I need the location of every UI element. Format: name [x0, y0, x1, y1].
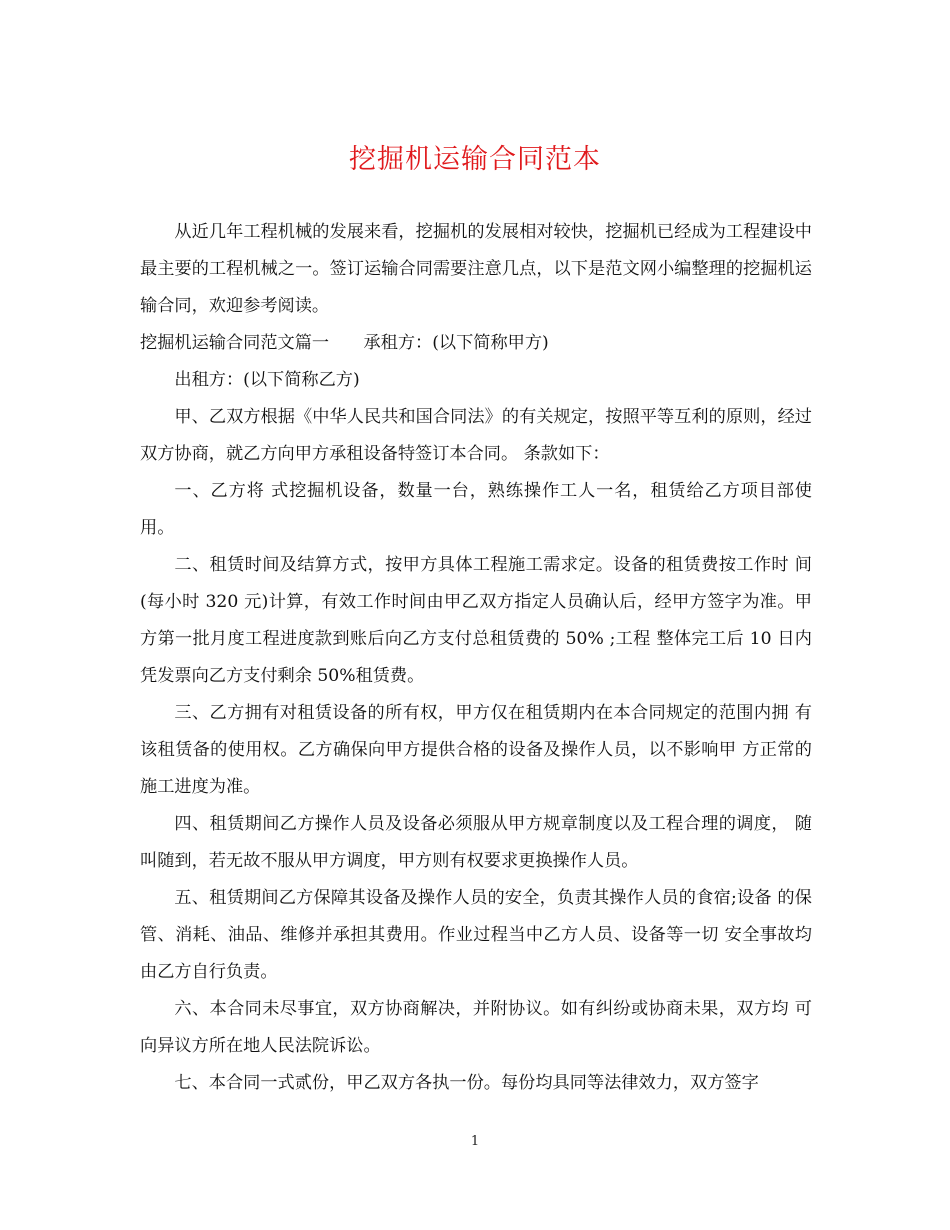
clause-1: 一、乙方将 式挖掘机设备，数量一台，熟练操作工人一名，租赁给乙方项目部使用。: [140, 481, 812, 538]
clause-7: 七、本合同一式贰份，甲乙双方各执一份。每份均具同等法律效力，双方签字: [174, 1073, 759, 1093]
clause-5: 五、租赁期间乙方保障其设备及操作人员的安全，负责其操作人员的食宿;设备 的保管、消耗、油品、维修并承担其费用。作业过程当中乙方人员、设备等一切 安全事故均由乙方自行负责。: [140, 888, 812, 982]
clause-2: 二、租赁时间及结算方式，按甲方具体工程施工需求定。设备的租赁费按工作时 间(每小时 320 元)计算，有效工作时间由甲乙双方指定人员确认后，经甲方签字为准。甲方第一批月度工程进度款到账后向乙方支付总租赁费的 50% ;工程 整体完工后 10 日内凭发票向乙方支付剩余 50%租赁费。: [140, 555, 812, 686]
paragraph-preamble: 甲、乙双方根据《中华人民共和国合同法》的有关规定，按照平等互利的原则，经过双方协商，就乙方向甲方承租设备特签订本合同。 条款如下：: [140, 407, 812, 464]
paragraph-intro: 从近几年工程机械的发展来看，挖掘机的发展相对较快，挖掘机已经成为工程建设中最主要的工程机械之一。签订运输合同需要注意几点，以下是范文网小编整理的挖掘机运输合同，欢迎参考阅读。: [140, 222, 812, 316]
paragraph-lessee: 挖掘机运输合同范文篇一 承租方：(以下简称甲方): [140, 333, 549, 353]
page-number: 1: [470, 1134, 480, 1149]
document-title: 挖掘机运输合同范本: [349, 144, 601, 175]
paragraph-lessor: 出租方：(以下简称乙方): [174, 370, 360, 390]
clause-3: 三、乙方拥有对租赁设备的所有权，甲方仅在租赁期内在本合同规定的范围内拥 有该租赁备的使用权。乙方确保向甲方提供合格的设备及操作人员，以不影响甲 方正常的施工进度为准。: [140, 703, 812, 797]
clause-6: 六、本合同未尽事宜，双方协商解决，并附协议。如有纠纷或协商未果，双方均 可向异议方所在地人民法院诉讼。: [140, 999, 812, 1056]
document-body: [140, 214, 812, 1102]
clause-4: 四、租赁期间乙方操作人员及设备必须服从甲方规章制度以及工程合理的调度， 随叫随到，若无故不服从甲方调度，甲方则有权要求更换操作人员。: [140, 814, 812, 871]
